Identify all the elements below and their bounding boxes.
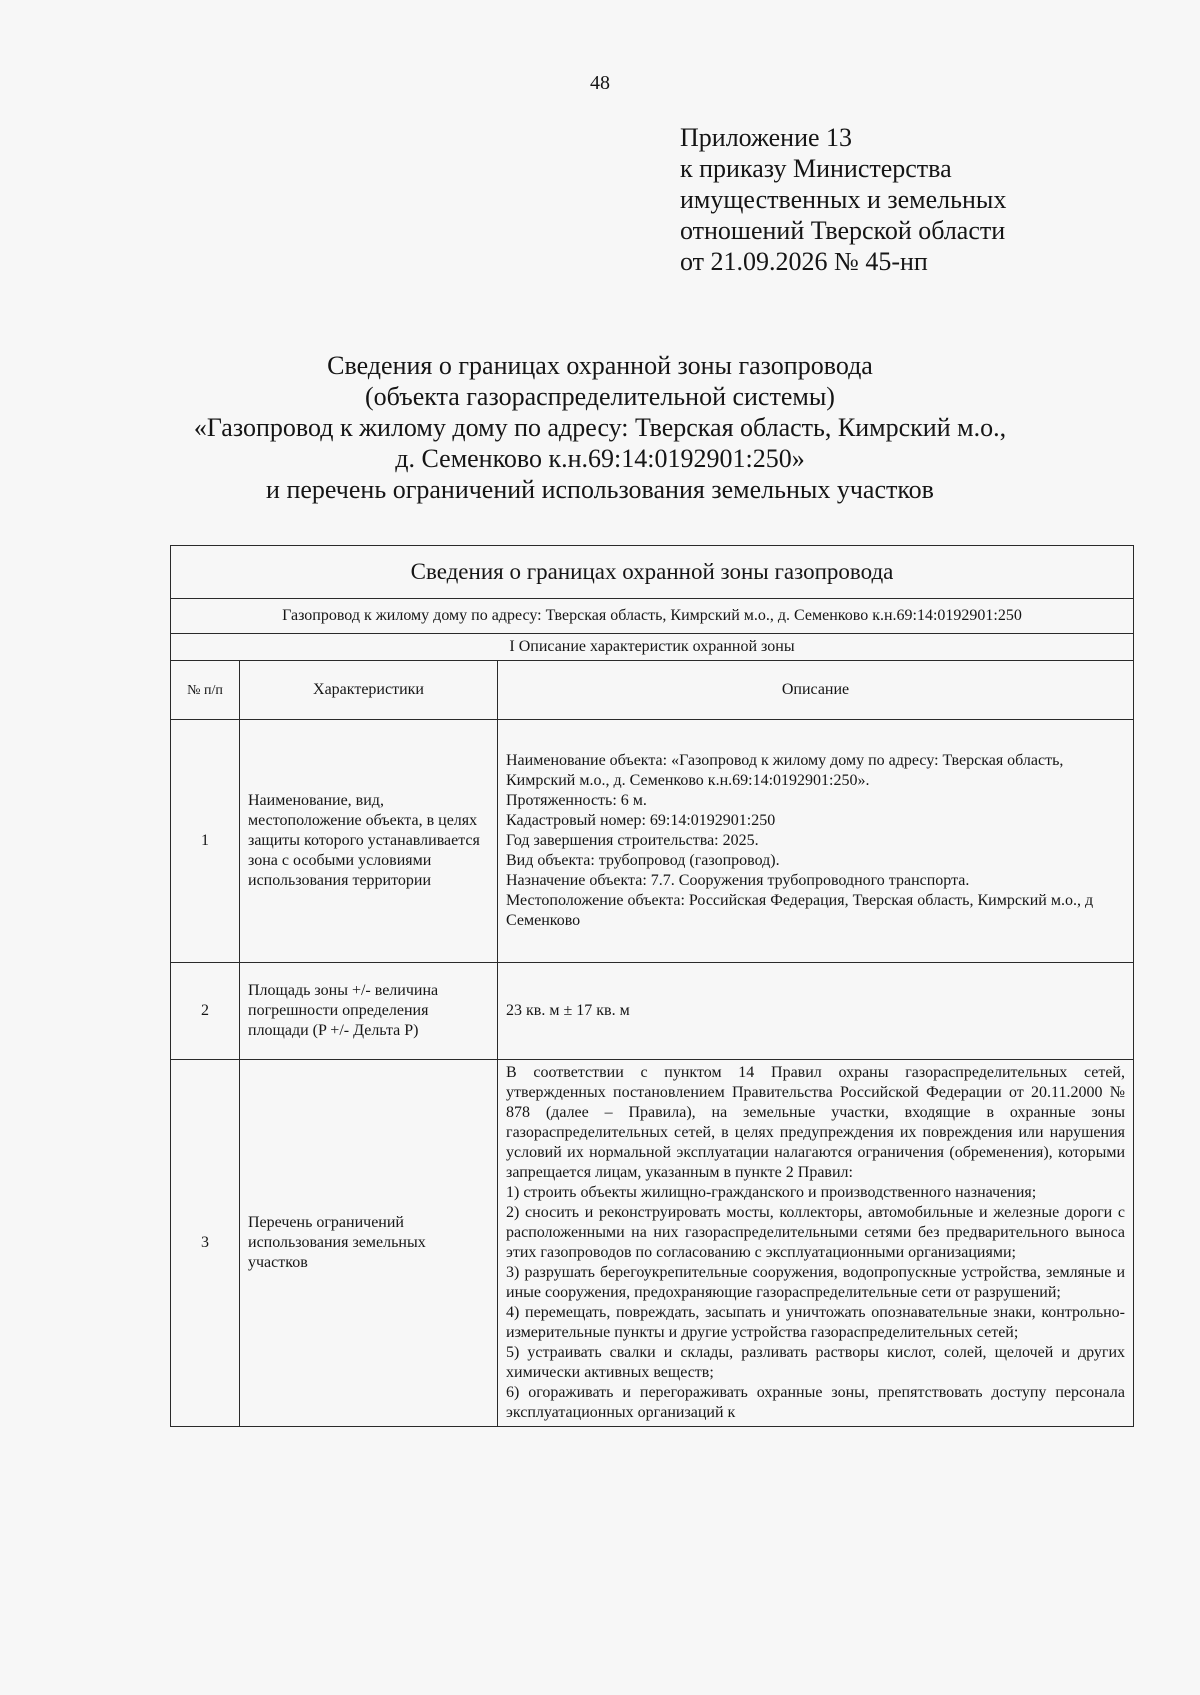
description-line: Наименование объекта: «Газопровод к жилому дому по адресу: Тверская область, Кимрский м.о., д. Семенково к.н.69:14:0192901:250».	[506, 752, 1064, 789]
header-num: № п/п	[171, 661, 240, 720]
description-paragraph: 2) сносить и реконструировать мосты, коллекторы, автомобильные и железные дороги с расположенными на них газораспределительными сетями без предварительного выноса этих газопроводов по согласованию с эксплуатационными организациями;	[506, 1204, 1125, 1261]
description-line: 23 кв. м ± 17 кв. м	[506, 1002, 630, 1019]
table-row	[171, 720, 1134, 963]
description-line: Вид объекта: трубопровод (газопровод).	[506, 852, 780, 869]
appendix-line: отношений Тверской области	[680, 216, 1006, 245]
description-paragraph: 3) разрушать берегоукрепительные сооружения, водопропускные устройства, земляные и иные сооружения, предохраняющие газораспределительные сети от разрушений;	[506, 1264, 1125, 1301]
page-number: 48	[590, 72, 610, 94]
description-line: Кадастровый номер: 69:14:0192901:250	[506, 812, 776, 829]
description-paragraph: 5) устраивать свалки и склады, разливать растворы кислот, солей, щелочей и других химически активных веществ;	[506, 1344, 1125, 1381]
table-title: Сведения о границах охранной зоны газопровода	[171, 546, 1134, 599]
description-line: Протяженность: 6 м.	[506, 792, 647, 809]
row-description	[498, 720, 1134, 963]
table-row	[171, 963, 1134, 1060]
row-characteristic: Перечень ограничений использования земельных участков	[240, 1060, 498, 1427]
row-characteristic: Наименование, вид, местоположение объекта, в целях защиты которого устанавливается зона с особыми условиями использования территории	[240, 720, 498, 963]
description-paragraph: 6) огораживать и перегораживать охранные зоны, препятствовать доступу персонала эксплуатационных организаций к	[506, 1384, 1125, 1421]
appendix-line: к приказу Министерства	[680, 154, 952, 183]
header-characteristics: Характеристики	[240, 661, 498, 720]
appendix-line: Приложение 13	[680, 123, 853, 152]
description-line: Местоположение объекта: Российская Федерация, Тверская область, Кимрский м.о., д Семенково	[506, 892, 1094, 929]
appendix-line: от 21.09.2026 № 45-нп	[680, 247, 928, 276]
appendix-line: имущественных и земельных	[680, 185, 1007, 214]
title-line: и перечень ограничений использования земельных участков	[266, 475, 934, 504]
row-number: 3	[171, 1060, 240, 1427]
description-paragraph: 1) строить объекты жилищно-гражданского и производственного назначения;	[506, 1184, 1037, 1201]
zone-table	[170, 545, 1134, 1427]
document-title	[0, 350, 1200, 505]
description-line: Назначение объекта: 7.7. Сооружения трубопроводного транспорта.	[506, 872, 970, 889]
table-object-name: Газопровод к жилому дому по адресу: Тверская область, Кимрский м.о., д. Семенково к.н.69:14:0192901:250	[171, 599, 1134, 634]
row-description	[498, 1060, 1134, 1427]
title-line: (объекта газораспределительной системы)	[365, 382, 835, 411]
row-description	[498, 963, 1134, 1060]
table-header-row	[171, 661, 1134, 720]
header-description: Описание	[498, 661, 1134, 720]
title-line: д. Семенково к.н.69:14:0192901:250»	[395, 444, 805, 473]
description-line: Год завершения строительства: 2025.	[506, 832, 759, 849]
row-characteristic: Площадь зоны +/- величина погрешности определения площади (P +/- Дельта P)	[240, 963, 498, 1060]
description-paragraph: 4) перемещать, повреждать, засыпать и уничтожать опознавательные знаки, контрольно-измерительные пункты и другие устройства газораспределительных сетей;	[506, 1304, 1125, 1341]
row-number: 1	[171, 720, 240, 963]
title-line: «Газопровод к жилому дому по адресу: Тверская область, Кимрский м.о.,	[193, 413, 1007, 442]
description-paragraph: В соответствии с пунктом 14 Правил охраны газораспределительных сетей, утвержденных постановлением Правительства Российской Федерации от 20.11.2000 № 878 (далее – Правила), на земельные участки, входящие в охранные зоны газораспределительных сетей, в целях предупреждения их повреждения или нарушения условий их нормальной эксплуатации налагаются ограничения (обременения), которыми запрещается лицам, указанным в пункте 2 Правил:	[506, 1064, 1125, 1181]
table-row	[171, 1060, 1134, 1427]
table-section-heading: I Описание характеристик охранной зоны	[171, 634, 1134, 661]
appendix-block	[680, 122, 1006, 277]
title-line: Сведения о границах охранной зоны газопровода	[327, 351, 873, 380]
row-number: 2	[171, 963, 240, 1060]
